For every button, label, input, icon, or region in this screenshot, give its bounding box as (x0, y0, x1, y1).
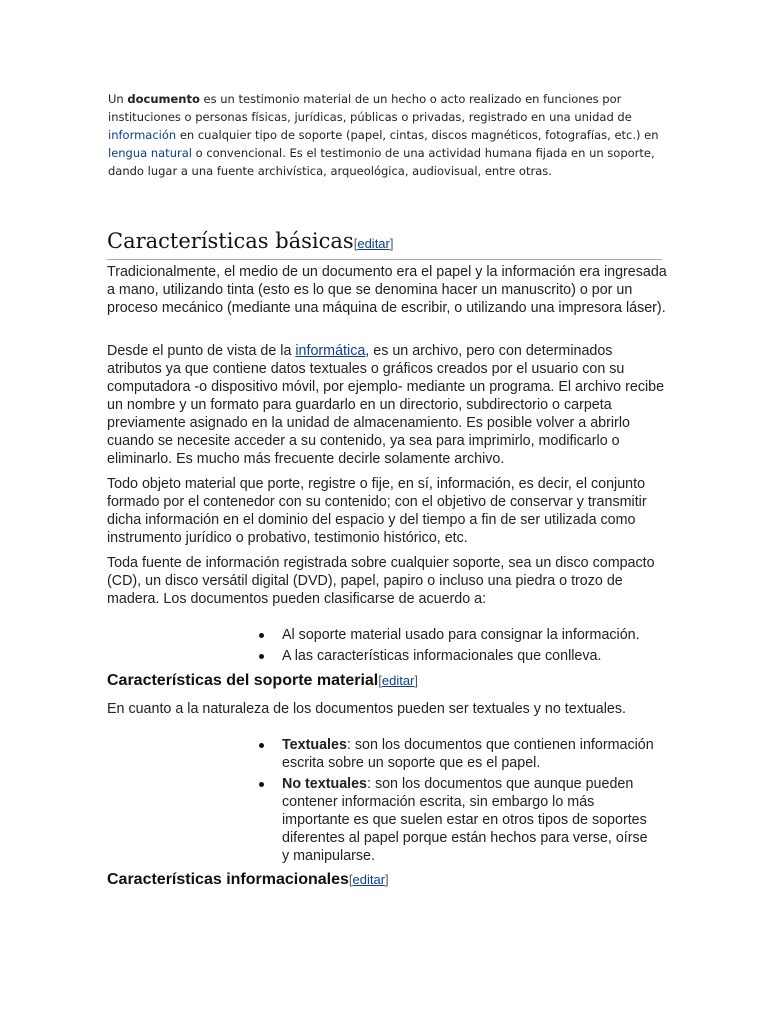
list-item: Textuales: son los documentos que contienen información escrita sobre un soporte que es el papel. (258, 736, 658, 772)
link-informatica[interactable]: informática (295, 343, 366, 359)
section-heading-soporte: Características del soporte material[editar] (107, 672, 419, 689)
section-title: Características informacionales (107, 871, 349, 888)
link-informacion[interactable]: información (108, 128, 177, 142)
edit-link-informacionales[interactable]: editar (352, 872, 386, 887)
paragraph-4: Toda fuente de información registrada sobre cualquier soporte, sea un disco compacto (CD), un disco versátil digital (DVD), papel, papiro o incluso una piedra o trozo de madera. Los documentos pueden clasificarse de acuerdo a: (107, 555, 655, 607)
section-title: Características básicas (107, 229, 354, 253)
intro-bold-term: documento (127, 92, 200, 106)
intro-paragraph (108, 90, 668, 180)
intro-text-3: en cualquier tipo de soporte (papel, cintas, discos magnéticos, fotografías, etc.) en (176, 128, 659, 142)
edit-link-soporte[interactable]: editar (381, 673, 415, 688)
section-title: Características del soporte material (107, 672, 379, 689)
term-textuales: Textuales (282, 737, 347, 753)
list-item: No textuales: son los documentos que aunque pueden contener información escrita, sin embargo lo más importante es que suelen estar en otros tipos de soportes diferentes al papel porque están hechos para verse, oírse y manipularse. (258, 775, 658, 865)
type-list (258, 736, 658, 868)
section-heading-basicas (107, 228, 662, 260)
list-item: Al soporte material usado para consignar la información. (258, 626, 678, 644)
intro-text-2: es un testimonio material de un hecho o acto realizado en funciones por instituciones o personas físicas, jurídicas, públicas o privadas, registrado en una unidad de (108, 92, 632, 124)
term-no-textuales: No textuales (282, 776, 368, 792)
edit-link-basicas[interactable]: editar (357, 236, 390, 251)
paragraph-soporte: En cuanto a la naturaleza de los documentos pueden ser textuales y no textuales. (107, 701, 626, 717)
paragraph-1: Tradicionalmente, el medio de un documento era el papel y la información era ingresada a mano, utilizando tinta (esto es lo que se denomina hacer un manuscrito) o por un proceso mecánico (mediante una máquina de escribir, o utilizando una impresora láser). (107, 264, 667, 316)
paragraph-2: Desde el punto de vista de la informática, es un archivo, pero con determinados atributos ya que contiene datos textuales o gráficos creados por el usuario con su computadora -o dispositivo móvil, por ejemplo- mediante un programa. El archivo recibe un nombre y un formato para guardarlo en un directorio, subdirectorio o carpeta previamente asignado en la unidad de almacenamiento. Es posible volver a abrirlo cuando se necesite acceder a su contenido, ya sea para imprimirlo, modificarlo o eliminarlo. Es mucho más frecuente decirle solamente archivo. (107, 343, 665, 467)
intro-text-1: Un (108, 92, 128, 106)
list-item: A las características informacionales que conlleva. (258, 647, 678, 665)
intro-text-4: o convencional. Es el testimonio de una actividad humana fijada en un soporte, dando lugar a una fuente archivística, arqueológica, audiovisual, entre otras. (108, 146, 655, 178)
paragraph-3: Todo objeto material que porte, registre o fije, en sí, información, es decir, el conjunto formado por el contenedor con su contenido; con el objetivo de conservar y transmitir dicha información en el dominio del espacio y del tiempo a fin de ser utilizada como instrumento jurídico o probativo, testimonio histórico, etc. (107, 476, 647, 546)
section-heading-informacionales: Características informacionales[editar] (107, 871, 389, 888)
classification-list (258, 626, 678, 668)
link-lengua-natural[interactable]: lengua natural (108, 146, 192, 160)
edit-section-link: [editar] (353, 236, 394, 251)
